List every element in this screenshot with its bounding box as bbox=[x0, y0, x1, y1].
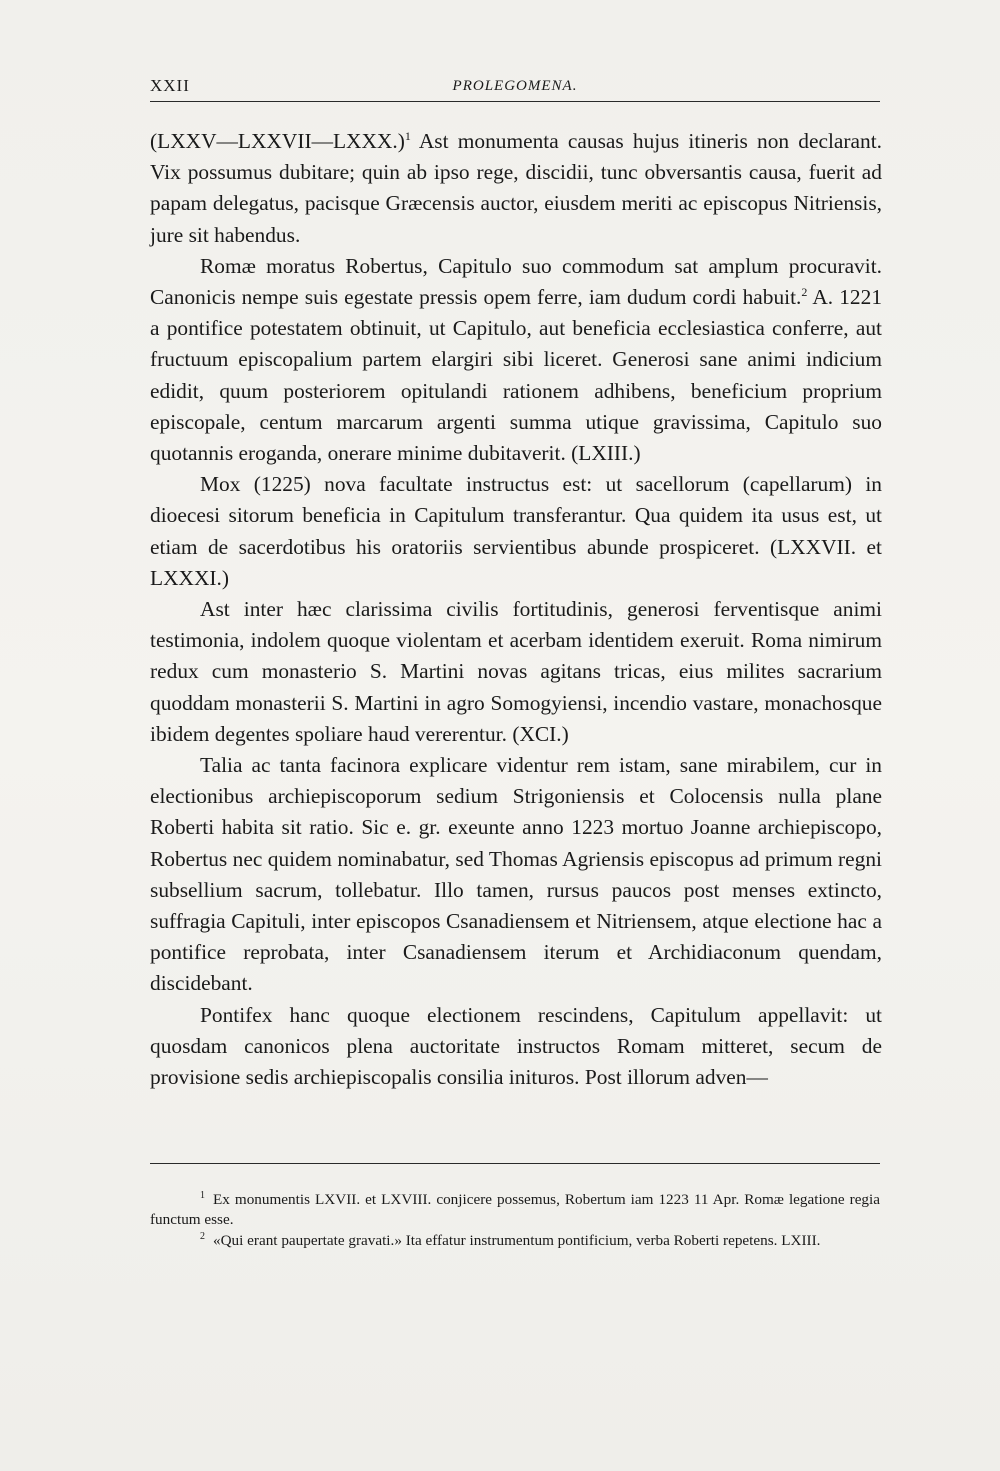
paragraph bbox=[150, 594, 882, 750]
paragraph-text: Ast monumenta causas hujus itineris non declarant. Vix possumus dubitare; quin ab ipso rege, discidii, tunc obversantis causa, fuerit ad papam delegatus, pacisque Græcensis auctor, eiusdem meriti ac episcopus Nitriensis, jure sit habendus. bbox=[150, 129, 882, 247]
footnote-text: Ex monumentis LXVII. et LXVIII. conjicere possemus, Robertum iam 1223 11 Apr. Romæ legatione regia functum esse. bbox=[150, 1191, 880, 1229]
body-text bbox=[150, 126, 882, 1093]
footnote bbox=[150, 1190, 880, 1231]
footnote-mark: 1 bbox=[200, 1189, 205, 1201]
running-title: PROLEGOMENA. bbox=[452, 78, 578, 94]
paragraph-text: Ast inter hæc clarissima civilis fortitudinis, generosi ferventisque animi testimonia, indolem quoque violentam et acerbam identidem exeruit. Roma nimirum redux cum monasterio S. Martini novas agitans tricas, eius milites sacrarium quoddam monasterii S. Martini in agro Somogyiensi, incendio vastare, monachosque ibidem degentes spoliare haud vererentur. (XCI.) bbox=[150, 597, 882, 746]
paragraph bbox=[150, 469, 882, 594]
paragraph bbox=[150, 251, 882, 469]
paragraph-text: Pontifex hanc quoque electionem rescindens, Capitulum appellavit: ut quosdam canonicos plena auctoritate instructos Romam mitteret, secum de provisione sedis archiepiscopalis consilia inituros. Post illorum adven— bbox=[150, 1002, 882, 1090]
paragraph bbox=[150, 750, 882, 1000]
paragraph-text: Romæ moratus Robertus, Capitulo suo commodum sat amplum procuravit. Canonicis nempe suis egestate pressis opem ferre, iam dudum cordi habuit. bbox=[150, 253, 882, 310]
paragraph bbox=[150, 126, 882, 251]
header-rule bbox=[150, 101, 880, 102]
footnote-reference: 1 bbox=[404, 128, 411, 143]
footnote bbox=[150, 1231, 880, 1251]
paragraph-text: Mox (1225) nova facultate instructus est: ut sacellorum (capellarum) in dioecesi sitorum beneficia in Capitulum transferantur. Qua quidem ita usus est, ut etiam de sacerdotibus his oratoriis servientibus abunde prospiceret. (LXXVII. et LXXXI.) bbox=[150, 472, 882, 590]
paragraph-text: A. 1221 a pontifice potestatem obtinuit, ut Capitulo, aut beneficia ecclesiastica conferre, aut fructuum episcopalium partem elargiri sibi liceret. Generosi sane animi indicium edidit, quum posteriorem opitulandi rationem adhibens, beneficium proprium episcopale, centum marcarum argenti summa utique gravissima, Capitulo suo quotannis eroganda, onerare minime dubitaverit. (LXIII.) bbox=[150, 285, 883, 466]
paragraph-text: (LXXV—LXXVII—LXXX.) bbox=[150, 129, 405, 153]
paragraph-text: Talia ac tanta facinora explicare videntur rem istam, sane mirabilem, cur in electionibus archiepiscoporum sedium Strigoniensis et Colocensis nulla plane Roberti habita sit ratio. Sic e. gr. exeunte anno 1223 mortuo Joanne archiepiscopo, Robertus nec quidem nominabatur, sed Thomas Agriensis episcopus ad primum regni subsellium sacrum, tollebatur. Illo tamen, rursus paucos post menses extincto, suffragia Capituli, inter episcopos Csanadiensem et Nitriensem, atque electione hac a pontifice reprobata, inter Csanadiensem iterum et Archidiaconum quendam, discidebant. bbox=[150, 753, 882, 996]
footnote-reference: 2 bbox=[801, 284, 808, 299]
footnote-mark: 2 bbox=[200, 1230, 205, 1242]
footnote-rule bbox=[150, 1163, 880, 1164]
footnotes bbox=[150, 1190, 880, 1251]
page-header bbox=[150, 72, 880, 100]
page-number: XXII bbox=[150, 76, 190, 95]
footnote-text: «Qui erant paupertate gravati.» Ita effatur instrumentum pontificium, verba Roberti repetens. LXIII. bbox=[213, 1231, 821, 1249]
paragraph bbox=[150, 1000, 882, 1094]
